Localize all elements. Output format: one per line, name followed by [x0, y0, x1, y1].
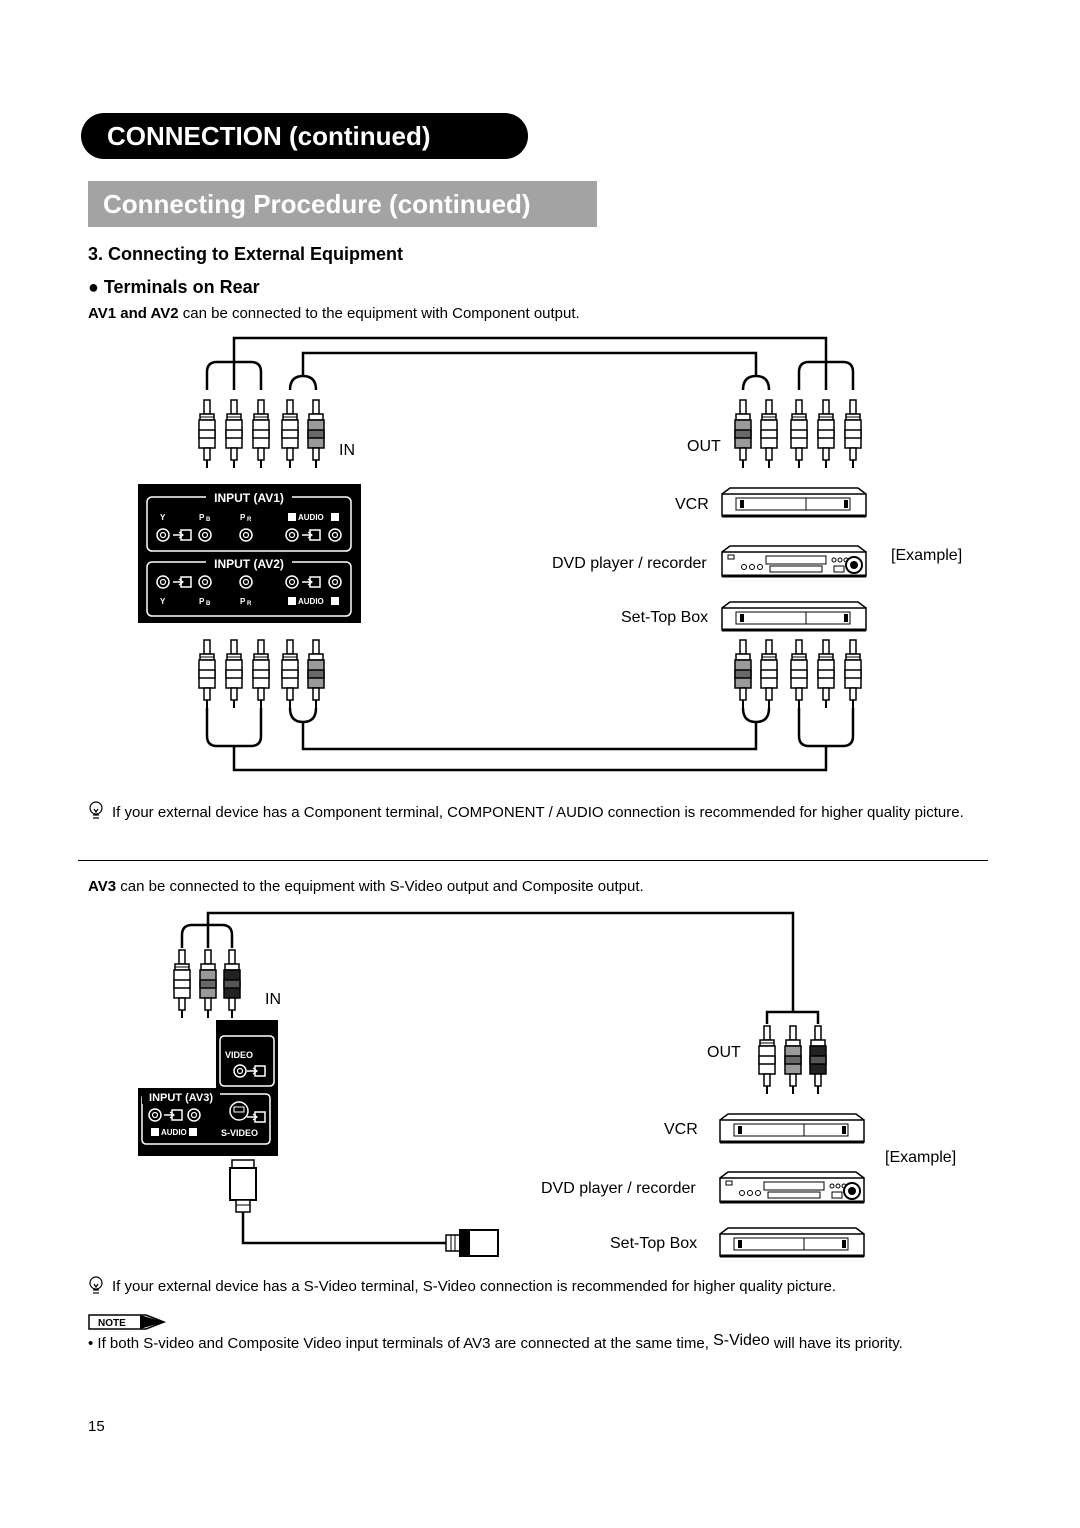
- note-text: • If both S-video and Composite Video input terminals of AV3 are connected at the same time, S-Video will have its priority.: [88, 1332, 903, 1352]
- part2-tip: If your external device has a S-Video terminal, S-Video connection is recommended for higher quality picture.: [112, 1278, 836, 1295]
- svg-text:P: P: [199, 513, 205, 522]
- part1-device-vcr: VCR: [675, 496, 709, 513]
- part2-plugs-out: [759, 1026, 826, 1094]
- svideo-plug-device: [446, 1230, 498, 1256]
- input-panel-av1-av2: [138, 484, 361, 623]
- dvd-device-2: [720, 1172, 864, 1202]
- panel-label-av2: INPUT (AV2): [214, 557, 284, 571]
- subsection-heading: ● Terminals on Rear: [88, 277, 260, 297]
- chapter-banner: CONNECTION (continued): [81, 113, 528, 159]
- audio-jack-label: AUDIO: [161, 1128, 187, 1137]
- panel-label-av3: INPUT (AV3): [149, 1092, 213, 1104]
- vcr-device-2: [720, 1114, 864, 1142]
- part1-cables-bottom: [207, 708, 853, 770]
- svg-text:Y: Y: [160, 513, 166, 522]
- svg-text:P: P: [199, 597, 205, 606]
- part1-plugs-bottom-out: [735, 640, 861, 708]
- svg-text:Y: Y: [160, 597, 166, 606]
- input-panel-av3: [138, 1020, 278, 1156]
- part1-example: [Example]: [891, 547, 963, 564]
- vcr-device-1: [722, 488, 866, 516]
- svg-text:B: B: [206, 517, 211, 523]
- section-heading: 3. Connecting to External Equipment: [88, 244, 404, 264]
- panel-label-av1: INPUT (AV1): [214, 491, 284, 505]
- part2-out-label: OUT: [707, 1044, 741, 1061]
- divider: [78, 860, 988, 861]
- stb-device-1: [722, 602, 866, 630]
- svg-text:R: R: [247, 601, 252, 607]
- part2-device-vcr: VCR: [664, 1121, 698, 1138]
- svg-text:P: P: [240, 513, 246, 522]
- svideo-jack-label: S-VIDEO: [221, 1128, 259, 1138]
- svg-text:B: B: [206, 601, 211, 607]
- video-jack-label: VIDEO: [225, 1050, 254, 1060]
- stb-device-2: [720, 1228, 864, 1256]
- note-badge: [89, 1315, 164, 1329]
- part2-example: [Example]: [885, 1149, 957, 1166]
- svideo-plug-panel: [230, 1160, 256, 1212]
- svg-text:R: R: [247, 517, 252, 523]
- part1-plugs-top-out: [735, 400, 861, 468]
- dvd-device-1: [722, 546, 866, 576]
- svg-text:NOTE: NOTE: [98, 1318, 126, 1329]
- lightbulb-icon: [90, 802, 102, 818]
- part1-out-label: OUT: [687, 438, 721, 455]
- part1-tip: If your external device has a Component terminal, COMPONENT / AUDIO connection is recommended for higher quality picture.: [112, 804, 964, 821]
- part2-plugs-in: [174, 950, 240, 1018]
- part1-intro: AV1 and AV2 can be connected to the equipment with Component output.: [88, 305, 580, 322]
- part1-plugs-top-in: [199, 400, 324, 468]
- part2-intro: AV3 can be connected to the equipment with S-Video output and Composite output.: [88, 878, 644, 895]
- part1-device-dvd: DVD player / recorder: [552, 555, 707, 572]
- svg-text:P: P: [240, 597, 246, 606]
- page-number: 15: [88, 1418, 105, 1435]
- part2-device-dvd: DVD player / recorder: [541, 1180, 696, 1197]
- part1-device-stb: Set-Top Box: [621, 609, 709, 626]
- section-banner: Connecting Procedure (continued): [88, 181, 597, 227]
- part1-cables-top: [207, 338, 853, 390]
- svg-text:AUDIO: AUDIO: [298, 597, 324, 606]
- part1-in-label: IN: [339, 442, 355, 459]
- part2-in-label: IN: [265, 991, 281, 1008]
- svg-text:AUDIO: AUDIO: [298, 513, 324, 522]
- part2-device-stb: Set-Top Box: [610, 1235, 698, 1252]
- lightbulb-icon: [90, 1277, 102, 1293]
- part1-plugs-bottom-in: [199, 640, 324, 708]
